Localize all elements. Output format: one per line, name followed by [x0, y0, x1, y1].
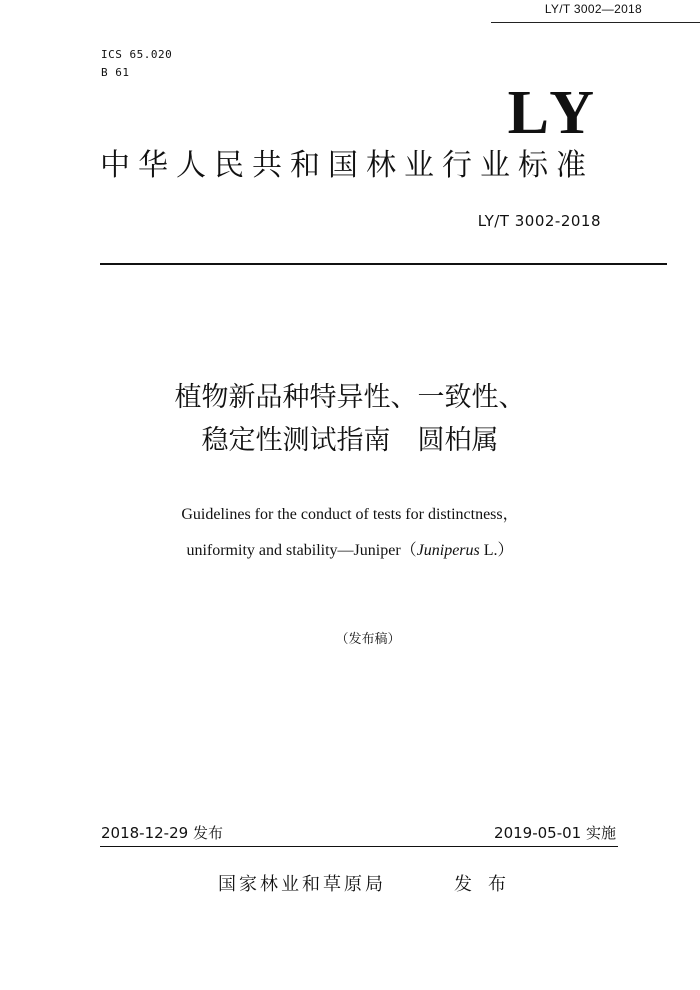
publish-date: 2018-12-29 发布	[101, 824, 223, 842]
english-title-line2-suffix: L.）	[479, 542, 514, 559]
title-rule	[100, 263, 667, 265]
ics-code: ICS 65.020	[101, 48, 173, 61]
draft-label: （发布稿）	[335, 632, 401, 647]
header-standard-code: LY/T 3002—2018	[544, 2, 642, 16]
chinese-title-line1: 植物新品种特异性、一致性、	[174, 382, 526, 413]
header-rule	[491, 22, 700, 23]
ccs-code: B 61	[101, 66, 130, 79]
english-title-line2	[0, 537, 700, 560]
ly-logo-mark: LY	[507, 79, 600, 147]
english-title-line2-genus: Juniperus	[416, 542, 480, 559]
english-title-line2-prefix: uniformity and stability—Juniper（	[186, 542, 417, 559]
english-title-line1: Guidelines for the conduct of tests for distinctness，	[181, 506, 519, 523]
chinese-title-line2: 稳定性测试指南 圆柏属	[201, 425, 499, 456]
date-rule	[100, 846, 618, 847]
implementation-date: 2019-05-01 实施	[494, 824, 616, 842]
issue-word: 发布	[454, 874, 522, 895]
issuing-authority: 国家林业和草原局	[218, 874, 386, 895]
standard-type-title: 中华人民共和国林业行业标准	[100, 148, 594, 183]
standard-number: LY/T 3002-2018	[477, 212, 601, 230]
